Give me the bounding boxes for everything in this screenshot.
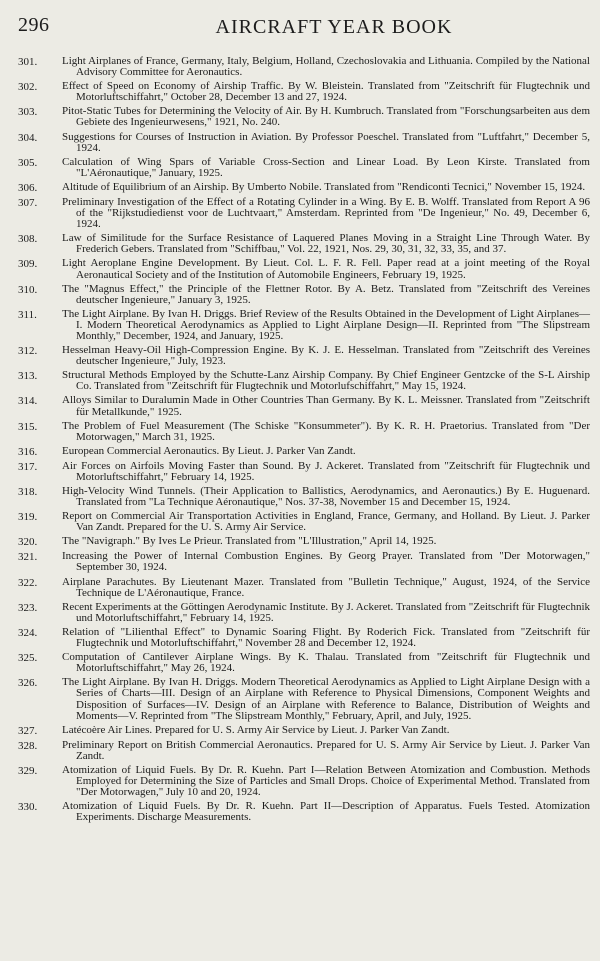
list-item: [18, 421, 590, 443]
entry-text: Law of Similitude for the Surface Resistance of Laquered Planes Moving in a Straight Line Through Water. By Frederich Gebers. Translated from "Schiffbau," Vol. 22, 1921, Nos. 29, 30, 31, 32, 33, 35, and 37.: [62, 232, 590, 256]
list-item: [18, 132, 590, 154]
list-item: [18, 652, 590, 674]
entry-text: European Commercial Aeronautics. By Lieut. J. Parker Van Zandt.: [62, 444, 356, 457]
list-item: [18, 81, 590, 103]
entry-text: Atomization of Liquid Fuels. By Dr. R. Kuehn. Part II—Description of Apparatus. Fuels Tested. Atomization Experiments. Discharge Measurements.: [62, 800, 590, 824]
entry-number: 316.: [18, 445, 38, 458]
entry-number: 328.: [18, 739, 38, 752]
list-item: [18, 725, 590, 737]
entry-number: 330.: [18, 801, 38, 814]
entry-number: 310.: [18, 283, 38, 296]
list-item: [18, 258, 590, 280]
entry-number: 329.: [18, 764, 38, 777]
list-item: [18, 106, 590, 128]
entry-text: Alloys Similar to Duralumin Made in Other Countries Than Germany. By K. L. Meissner. Translated from "Zeitschrift für Metallkunde," 1925.: [62, 394, 590, 418]
entry-text: High-Velocity Wind Tunnels. (Their Application to Ballistics, Aerodynamics, and Aeronautics.) By E. Huguenard. Translated from "La Technique Aéronautique," Nos. 37-38, November 15 and December 15, 1924.: [62, 485, 590, 509]
entry-number: 305.: [18, 156, 38, 169]
entry-text: Hesselman Heavy-Oil High-Compression Engine. By K. J. E. Hesselman. Translated from "Zeitschrift des Vereines deutscher Ingenieure," July, 1923.: [62, 344, 590, 368]
entry-text: The Light Airplane. By Ivan H. Driggs. Brief Review of the Results Obtained in the Development of Light Airplanes—I. Modern Theoretical Aerodynamics as Applied to Light Airplane Design—II. Reprinted from "The Slipstream Monthly," December, 1924, and January, 1925.: [62, 307, 590, 342]
list-item: [18, 182, 590, 194]
entry-text: Computation of Cantilever Airplane Wings. By K. Thalau. Translated from "Zeitschrift für Flugtechnik und Motorluftschiffahrt," May 26, 1924.: [62, 651, 590, 675]
entry-text: Airplane Parachutes. By Lieutenant Mazer. Translated from "Bulletin Technique," August, 1924, of the Service Technique de L'Aéronautique, France.: [62, 575, 590, 599]
entry-number: 313.: [18, 370, 38, 383]
entry-number: 326.: [18, 677, 38, 690]
entry-number: 327.: [18, 724, 38, 737]
entry-text: Calculation of Wing Spars of Variable Cross-Section and Linear Load. By Leon Kirste. Translated from "L'Aéronautique," January, 1925.: [62, 155, 590, 179]
entry-text: Light Aeroplane Engine Development. By Lieut. Col. L. F. R. Fell. Paper read at a joint meeting of the Royal Aeronautical Society and of the Institution of Automobile Engineers, February 19, 1925.: [62, 257, 590, 281]
entry-text: Structural Methods Employed by the Schutte-Lanz Airship Company. By Chief Engineer Gentzcke of the S-L Airship Co. Translated from "Zeitschrift für Flugtechnik und Motorlufschiffahrt," May 15, 1924.: [62, 369, 590, 393]
entry-number: 319.: [18, 511, 38, 524]
list-item: [18, 765, 590, 798]
list-item: [18, 446, 590, 458]
list-item: [18, 284, 590, 306]
list-item: [18, 801, 590, 823]
entry-text: Preliminary Report on British Commercial Aeronautics. Prepared for U. S. Army Air Service by Lieut. J. Parker Van Zandt.: [62, 738, 590, 762]
entry-text: Relation of "Lilienthal Effect" to Dynamic Soaring Flight. By Roderich Fick. Translated from "Zeitschrift für Flugtechnik und Motorluftschiffahrt," November 28 and December 12, 1924.: [62, 625, 590, 650]
list-item: [18, 309, 590, 342]
entry-number: 311.: [18, 308, 37, 321]
entry-text: The Light Airplane. By Ivan H. Driggs. Modern Theoretical Aerodynamics as Applied to Light Airplane Design with a Series of Charts—III. Design of an Airplane with Reference to Physical Dimensions, Component Weights and Disposition of Surfaces—IV. Design of an Airplane with Reference to Balance, Distribution of Weights and Moments—V. Reprinted from "The Slipstream Monthly," February, April, and July, 1925.: [62, 676, 590, 722]
list-item: [18, 677, 590, 721]
entry-text: Atomization of Liquid Fuels. By Dr. R. Kuehn. Part I—Relation Between Atomization and Combustion. Methods Employed for Determining the Size of Particles and Small Drops. Choice of Experimental Method. Translated from "Der Motorwagen," July 10 and 20, 1924.: [62, 763, 590, 799]
list-item: [18, 486, 590, 508]
entry-number: 301.: [18, 56, 38, 68]
entry-number: 312.: [18, 345, 38, 358]
entry-text: Suggestions for Courses of Instruction in Aviation. By Professor Poeschel. Translated from "Luftfahrt," December 5, 1924.: [62, 130, 590, 154]
entry-text: Altitude of Equilibrium of an Airship. By Umberto Nobile. Translated from "Rendiconti Tecnici," November 15, 1924.: [62, 180, 586, 193]
entry-number: 314.: [18, 395, 38, 408]
entry-number: 317.: [18, 460, 38, 473]
list-item: [18, 577, 590, 599]
entry-number: 315.: [18, 420, 38, 433]
entry-number: 308.: [18, 233, 38, 246]
entry-text: Latécoère Air Lines. Prepared for U. S. Army Air Service by Lieut. J. Parker Van Zandt.: [62, 723, 450, 736]
entry-number: 302.: [18, 81, 38, 94]
entry-text: Effect of Speed on Economy of Airship Traffic. By W. Bleistein. Translated from "Zeitschrift für Flugtechnik und Motorluftschiffahrt," October 28, December 13 and 27, 1924.: [62, 80, 590, 104]
entry-text: Preliminary Investigation of the Effect of a Rotating Cylinder in a Wing. By E. B. Wolff. Translated from Report A 96 of the "Rijkstudiedienst voor de Luchtvaart," Amsterdam. Reprinted from "De Ingenieur," No. 49, December 6, 1924.: [62, 195, 590, 231]
entry-text: The Problem of Fuel Measurement (The Schiske "Konsummeter"). By K. R. H. Praetorius. Translated from "Der Motorwagen," March 31, 1925.: [62, 419, 590, 443]
list-item: [18, 740, 590, 762]
list-item: [18, 551, 590, 573]
entry-number: 307.: [18, 196, 38, 209]
entry-number: 318.: [18, 486, 38, 498]
entry-number: 324.: [18, 626, 38, 639]
list-item: [18, 233, 590, 255]
entry-text: The "Magnus Effect," the Principle of the Flettner Rotor. By A. Betz. Translated from "Zeitschrift des Vereines deutscher Ingenieure," January 3, 1925.: [62, 282, 590, 306]
page-header: [18, 14, 560, 40]
list-item: [18, 345, 590, 367]
running-title: AIRCRAFT YEAR BOOK: [215, 16, 453, 38]
page-number: 296: [18, 14, 50, 36]
list-item: [18, 627, 590, 649]
entry-number: 322.: [18, 576, 38, 589]
list-item: [18, 395, 590, 417]
entry-text: The "Navigraph." By Ives Le Prieur. Translated from "L'Illustration," April 14, 1925.: [62, 535, 437, 548]
entry-number: 304.: [18, 131, 38, 144]
list-item: [18, 197, 590, 230]
entry-text: Air Forces on Airfoils Moving Faster than Sound. By J. Ackeret. Translated from "Zeitschrift für Flugtechnik und Motorluftschiffahrt," February 14, 1925.: [62, 459, 590, 483]
entry-text: Light Airplanes of France, Germany, Italy, Belgium, Holland, Czechoslovakia and Lithuania. Compiled by the National Advisory Committee for Aeronautics.: [62, 55, 590, 79]
list-item: [18, 370, 590, 392]
list-item: [18, 536, 590, 548]
entry-number: 303.: [18, 106, 38, 119]
entry-text: Report on Commercial Air Transportation Activities in England, France, Germany, and Holland. By Lieut. J. Parker Van Zandt. Prepared for the U. S. Army Air Service.: [62, 510, 590, 534]
list-item: [18, 157, 590, 179]
list-item: [18, 461, 590, 483]
entry-text: Increasing the Power of Internal Combustion Engines. By Georg Prayer. Translated from "Der Motorwagen," September 30, 1924.: [62, 550, 590, 574]
entry-text: Pitot-Static Tubes for Determining the Velocity of Air. By H. Kumbruch. Translated from "Forschungsarbeiten aus dem Gebiete des Ingenieurwesens," 1921, No. 240.: [62, 105, 590, 129]
entry-number: 320.: [18, 536, 38, 549]
list-item: [18, 602, 590, 624]
entry-number: 321.: [18, 551, 38, 564]
entry-text: Recent Experiments at the Göttingen Aerodynamic Institute. By J. Ackeret. Translated from "Zeitschrift für Flugtechnik und Motorluftschiffahrt," February 14, 1925.: [62, 600, 590, 624]
publication-list: [18, 56, 590, 826]
entry-number: 306.: [18, 181, 38, 194]
entry-number: 325.: [18, 652, 38, 665]
entry-number: 309.: [18, 258, 38, 271]
list-item: [18, 56, 590, 78]
list-item: [18, 511, 590, 533]
entry-number: 323.: [18, 601, 38, 614]
